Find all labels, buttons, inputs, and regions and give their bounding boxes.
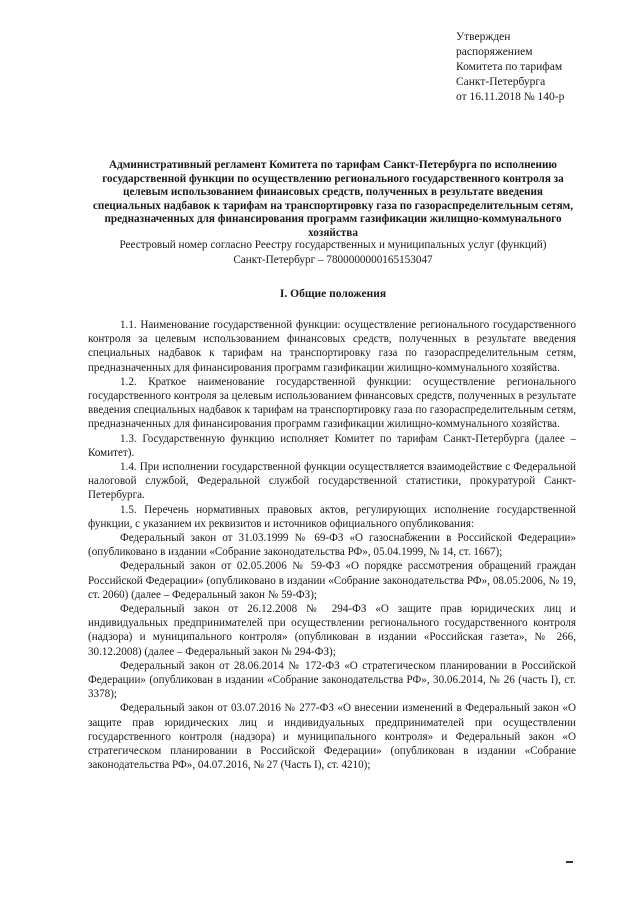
- approval-line: от 16.11.2018 № 140-р: [456, 91, 565, 103]
- document-body: [88, 318, 576, 773]
- registry-block: [90, 238, 576, 267]
- approval-line: Комитета по тарифам: [456, 61, 563, 73]
- approval-block: [456, 30, 564, 105]
- approval-line: Утвержден: [456, 31, 511, 43]
- section-heading: I. Общие положения: [279, 288, 387, 300]
- paragraph: 1.4. При исполнении государственной функции осуществляется взаимодействие с Федеральной налоговой службой, Федеральной службой государственной статистики, прокуратурой Санкт-Петербурга.: [88, 461, 576, 502]
- paragraph: 1.5. Перечень нормативных правовых актов, регулирующих исполнение государственной функции, с указанием их реквизитов и источников официального опубликования:: [88, 503, 576, 530]
- document-title: Административный регламент Комитета по тарифам Санкт-Петербурга по исполнению государственной функции по осуществлению регионального государственного контроля за целевым использованием финансовых средств, полученных в результате введения специальных надбавок к тарифам на транспортировку газа по газораспределительным сетям, предназначенных для финансирования программ газификации жилищно-коммунального хозяйства: [92, 159, 574, 239]
- paragraph: 1.2. Краткое наименование государственной функции: осуществление регионального государственного контроля за целевым использованием финансовых средств, полученных в результате введения специальных надбавок к тарифам на транспортировку газа по газораспределительным сетям, предназначенных для финансирования программ газификации жилищно-коммунального хозяйства.: [88, 375, 576, 431]
- registry-line: Реестровый номер согласно Реестру государственных и муниципальных услуг (функций): [119, 239, 547, 251]
- paragraph: Федеральный закон от 31.03.1999 № 69-ФЗ «О газоснабжении в Российской Федерации» (опубликовано в издании «Собрание законодательства РФ», 05.04.1999, № 14, ст. 1667);: [88, 532, 576, 559]
- paragraph: Федеральный закон от 26.12.2008 № 294-ФЗ «О защите прав юридических лиц и индивидуальных предпринимателей при осуществлении регионального государственного контроля (надзора) и муниципального контроля» (опубликован в издании «Российская газета», № 266, 30.12.2008) (далее – Федеральный закон № 294-ФЗ);: [88, 603, 576, 658]
- registry-number: Санкт-Петербург – 7800000000165153047: [233, 253, 433, 266]
- paragraph: Федеральный закон от 03.07.2016 № 277-ФЗ «О внесении изменений в Федеральный закон «О защите прав юридических лиц и индивидуальных предпринимателей при осуществлении государственного контроля (надзора) и муниципального контроля» и Федеральный закон «О стратегическом планировании в Российской Федерации» (опубликован в издании «Собрание законодательства РФ», 04.07.2016, № 27 (Часть I), ст. 4210);: [88, 702, 576, 772]
- paragraph: Федеральный закон от 02.05.2006 № 59-ФЗ «О порядке рассмотрения обращений граждан Российской Федерации» (опубликовано в издании «Собрание законодательства РФ», 08.05.2006, № 19, ст. 2060) (далее – Федеральный закон № 59-ФЗ);: [88, 560, 576, 601]
- paragraph: Федеральный закон от 28.06.2014 № 172-ФЗ «О стратегическом планировании в Российской Федерации» (опубликован в издании «Собрание законодательства РФ», 30.06.2014, № 26 (часть I), ст. 3378);: [88, 659, 576, 701]
- approval-line: распоряжением: [456, 46, 533, 58]
- paragraph: 1.3. Государственную функцию исполняет Комитет по тарифам Санкт-Петербурга (далее – Комитет).: [88, 432, 576, 459]
- page-mark: [566, 861, 573, 863]
- approval-line: Санкт-Петербурга: [456, 76, 546, 88]
- paragraph: 1.1. Наименование государственной функции: осуществление регионального государственного контроля за целевым использованием финансовых средств, полученных в результате введения специальных надбавок к тарифам на транспортировку газа по газораспределительным сетям, предназначенных для финансирования программ газификации жилищно-коммунального хозяйства.: [88, 319, 576, 374]
